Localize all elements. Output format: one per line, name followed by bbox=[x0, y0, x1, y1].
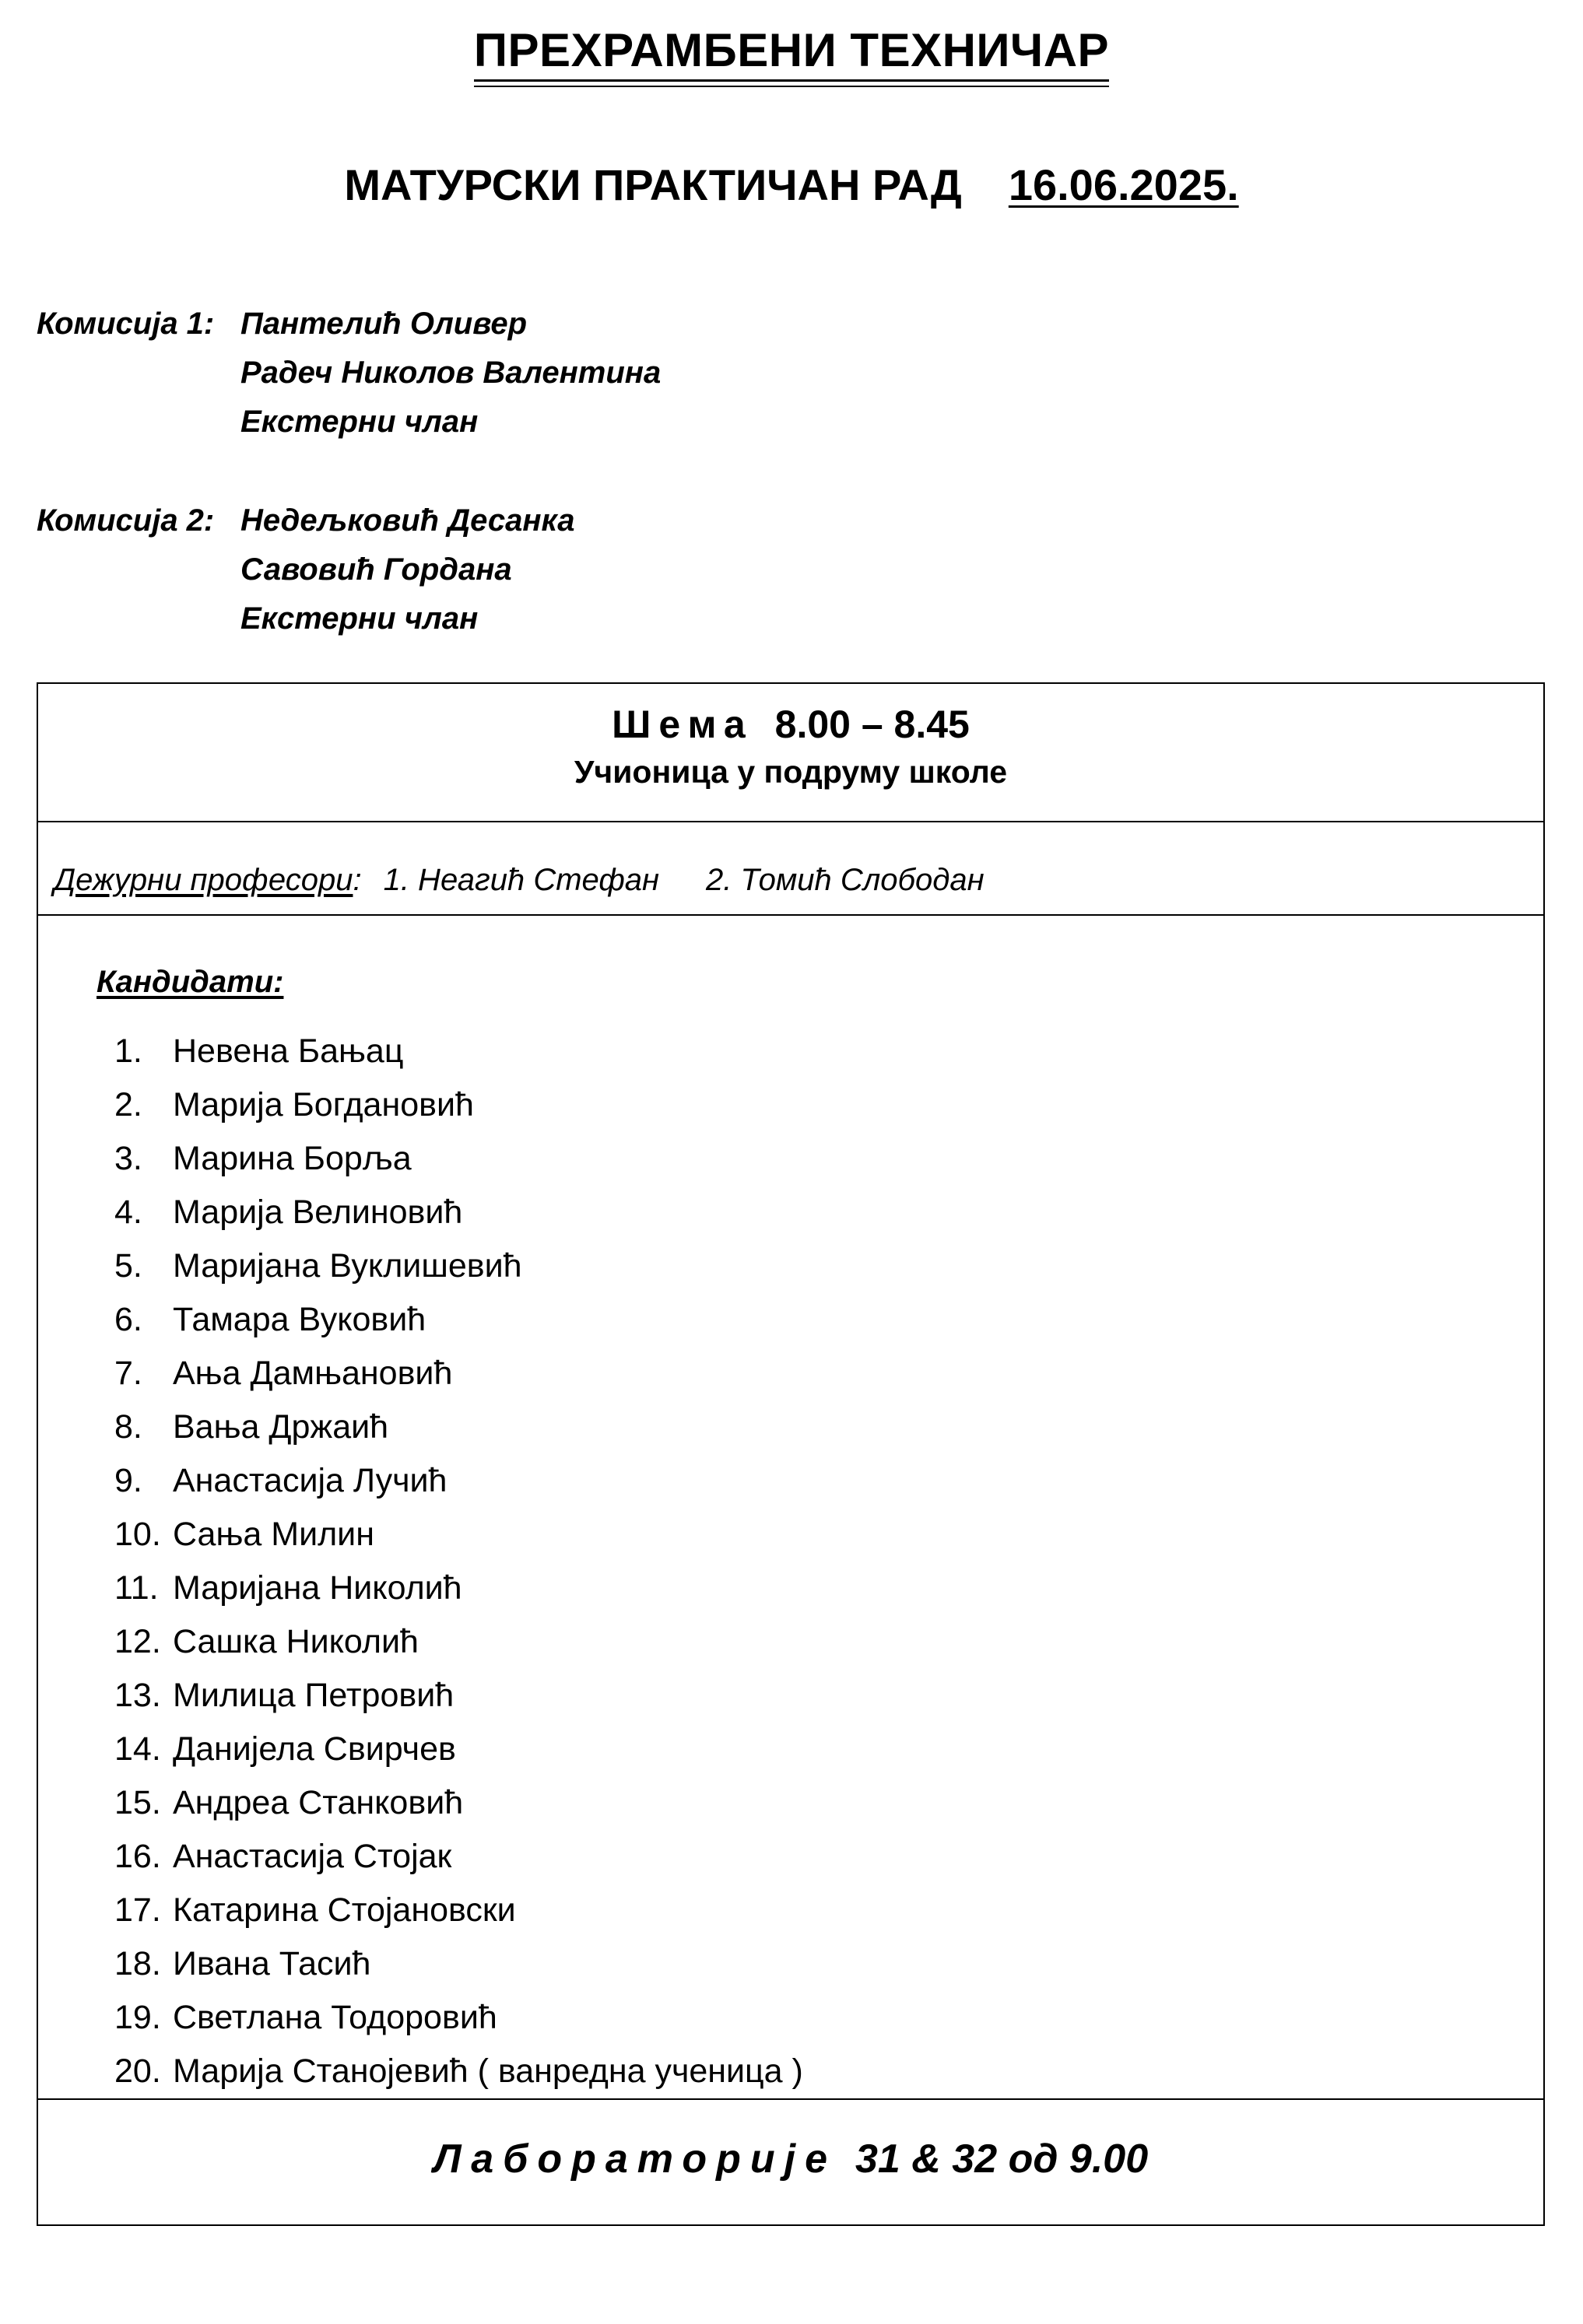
candidate-name: Ивана Тасић bbox=[173, 1945, 371, 1982]
list-item bbox=[114, 1776, 803, 1830]
scheme-room: Учионица у подруму школе bbox=[574, 754, 1008, 790]
lab-rooms: 31 & 32 од 9.00 bbox=[855, 2136, 1149, 2182]
candidate-number: 17. bbox=[114, 1891, 161, 1929]
candidate-name: Вања Држаић bbox=[173, 1408, 389, 1446]
candidate-name: Милица Петровић bbox=[173, 1677, 455, 1714]
list-item bbox=[114, 1293, 803, 1347]
candidate-name: Марија Велиновић bbox=[173, 1194, 463, 1231]
list-item bbox=[114, 1454, 803, 1508]
duty-label: Дежурни професори bbox=[54, 863, 353, 897]
list-item bbox=[114, 2045, 803, 2098]
commission-member: Пантелић Оливер bbox=[240, 307, 528, 341]
candidates-list bbox=[114, 1025, 803, 2098]
list-item bbox=[114, 1937, 803, 1991]
candidate-number: 15. bbox=[114, 1784, 161, 1821]
candidate-name: Светлана Тодоровић bbox=[173, 1999, 497, 2036]
list-item bbox=[114, 1669, 803, 1723]
candidate-name: Анастасија Стојак bbox=[173, 1838, 452, 1875]
scheme-label: Шема bbox=[612, 703, 753, 746]
commission-member: Радеч Николов Валентина bbox=[240, 356, 662, 390]
list-item bbox=[114, 1723, 803, 1776]
candidate-name: Невена Бањац bbox=[173, 1032, 404, 1070]
list-item bbox=[114, 1347, 803, 1400]
exam-date: 16.06.2025. bbox=[1008, 160, 1239, 209]
commission-member: Екстерни члан bbox=[240, 405, 479, 439]
candidate-number: 10. bbox=[114, 1516, 161, 1553]
candidate-name: Андреа Станковић bbox=[173, 1784, 464, 1821]
candidate-number: 20. bbox=[114, 2052, 161, 2090]
candidate-name: Сашка Николић bbox=[173, 1623, 419, 1660]
candidate-name: Марија Богдановић bbox=[173, 1086, 474, 1123]
candidate-number: 19. bbox=[114, 1999, 161, 2036]
list-item bbox=[114, 1132, 803, 1186]
candidate-name: Марина Борља bbox=[173, 1140, 412, 1177]
list-item bbox=[114, 1025, 803, 1078]
candidate-number: 13. bbox=[114, 1677, 161, 1714]
document-title bbox=[0, 23, 1583, 77]
candidate-number: 18. bbox=[114, 1945, 161, 1982]
list-item bbox=[114, 1884, 803, 1937]
commission-2-label: Комисија 2: bbox=[37, 503, 215, 538]
list-item bbox=[114, 1562, 803, 1615]
candidate-name: Сања Милин bbox=[173, 1516, 374, 1553]
candidate-number: 8. bbox=[114, 1408, 142, 1446]
scheme-heading bbox=[38, 701, 1543, 748]
candidate-name: Анастасија Лучић bbox=[173, 1462, 448, 1499]
duty-professor: 2. Томић Слободан bbox=[706, 863, 985, 897]
candidate-number: 2. bbox=[114, 1086, 142, 1123]
exam-name: МАТУРСКИ ПРАКТИЧАН РАД bbox=[344, 160, 962, 209]
list-item bbox=[114, 1239, 803, 1293]
lab-section bbox=[38, 2100, 1543, 2224]
duty-section bbox=[38, 822, 1543, 916]
list-item bbox=[114, 1186, 803, 1239]
exam-heading bbox=[0, 159, 1583, 210]
commission-member: Недељковић Десанка bbox=[240, 503, 575, 538]
schedule-box bbox=[37, 682, 1545, 2226]
candidates-heading: Кандидати: bbox=[97, 965, 284, 999]
duty-colon: : bbox=[353, 863, 362, 897]
list-item bbox=[114, 1991, 803, 2045]
candidate-number: 7. bbox=[114, 1355, 142, 1392]
candidate-name: Маријана Вуклишевић bbox=[173, 1247, 522, 1285]
candidate-name: Маријана Николић bbox=[173, 1569, 462, 1607]
candidate-number: 9. bbox=[114, 1462, 142, 1499]
commission-member: Савовић Гордана bbox=[240, 552, 512, 587]
list-item bbox=[114, 1615, 803, 1669]
list-item bbox=[114, 1830, 803, 1884]
candidate-number: 12. bbox=[114, 1623, 161, 1660]
candidate-number: 5. bbox=[114, 1247, 142, 1285]
commission-2 bbox=[37, 496, 575, 643]
title-text: ПРЕХРАМБЕНИ ТЕХНИЧАР bbox=[474, 24, 1109, 82]
commission-1 bbox=[37, 300, 661, 447]
candidate-number: 3. bbox=[114, 1140, 142, 1177]
candidates-section bbox=[38, 916, 1543, 2100]
candidate-name: Тамара Вуковић bbox=[173, 1301, 426, 1338]
commission-member: Екстерни члан bbox=[240, 601, 479, 636]
scheme-time: 8.00 – 8.45 bbox=[774, 703, 970, 746]
lab-info bbox=[38, 2136, 1543, 2182]
candidate-name: Ања Дамњановић bbox=[173, 1355, 453, 1392]
scheme-section bbox=[38, 684, 1543, 822]
commission-1-label: Комисија 1: bbox=[37, 307, 215, 341]
candidate-number: 16. bbox=[114, 1838, 161, 1875]
candidate-number: 14. bbox=[114, 1730, 161, 1768]
candidate-number: 4. bbox=[114, 1194, 142, 1231]
lab-label: Лабораторије bbox=[433, 2136, 837, 2182]
candidate-name: Данијела Свирчев bbox=[173, 1730, 456, 1768]
candidate-name: Катарина Стојановски bbox=[173, 1891, 516, 1929]
list-item bbox=[114, 1078, 803, 1132]
list-item bbox=[114, 1508, 803, 1562]
candidate-number: 6. bbox=[114, 1301, 142, 1338]
candidate-number: 11. bbox=[114, 1569, 159, 1607]
candidate-number: 1. bbox=[114, 1032, 142, 1070]
list-item bbox=[114, 1400, 803, 1454]
candidate-name: Марија Станојевић ( ванредна ученица ) bbox=[173, 2052, 803, 2090]
duty-professor: 1. Неагић Стефан bbox=[383, 863, 659, 897]
